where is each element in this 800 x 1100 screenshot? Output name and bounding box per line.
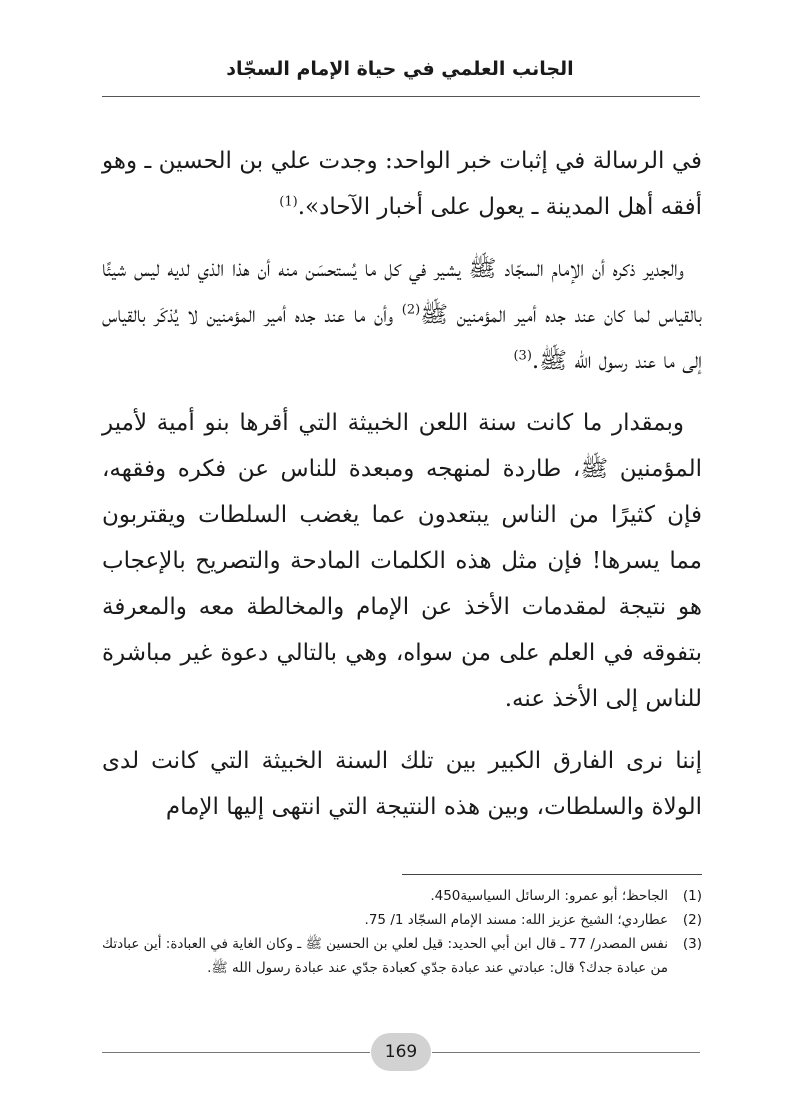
page-number: 169 bbox=[371, 1033, 431, 1071]
paragraph-text-part-b: وأن ما عند جده أمير المؤمنين لا يُذكَر بالقياس إلى ما عند رسول الله ﷺ. bbox=[102, 302, 702, 374]
footnote-text: عطاردي؛ الشيخ عزيز الله: مسند الإمام السجّاد 1/ 75. bbox=[364, 912, 668, 928]
running-header-title: الجانب العلمي في حياة الإمام السجّاد bbox=[226, 58, 574, 80]
paragraph-text-part-a: والجدير ذكره أن الإمام السجّاد ﷺ يشير في كل ما يُستحسَن منه أن هذا الذي لديه ليس شيئًا بالقياس لما كان عند جده أمير المؤمنين ﷺ bbox=[102, 256, 702, 328]
footnote-number: (2) bbox=[682, 912, 702, 928]
footnote-ref-1[interactable]: (1) bbox=[279, 194, 298, 210]
paragraph-text: وبمقدار ما كانت سنة اللعن الخبيثة التي أقرها بنو أمية لأمير المؤمنين ﷺ، طاردة لمنهجه ومبعدة للناس عن فكره وفقهه، فإن كثيرًا من الناس يبتعدون عما يغضب السلطات ويقتربون مما يسرها! فإن مثل هذه الكلمات المادحة والتصريح بالإعجاب هو نتيجة لمقدمات الأخذ عن الإمام والمخالطة معه والمعرفة بتفوقه في العلم على من سواه، وهي بالتالي دعوة غير مباشرة للناس إلى الأخذ عنه. bbox=[102, 410, 702, 712]
footnote-number: (1) bbox=[682, 888, 702, 904]
paragraph-text: في الرسالة في إثبات خبر الواحد: وجدت علي بن الحسين ـ وهو أفقه أهل المدينة ـ يعول على أخبار الآحاد». bbox=[102, 148, 702, 220]
page-number-rule-right bbox=[432, 1052, 700, 1053]
header-divider bbox=[102, 96, 700, 97]
footnote-text: نفس المصدر/ 77 ـ قال ابن أبي الحديد: قيل لعلي بن الحسين ﷺ ـ وكان الغاية في العبادة: أين عبادتك من عبادة جدك؟ قال: عبادتي عند عبادة جدّي كعبادة جدّي عند عبادة رسول الله ﷺ. bbox=[102, 936, 668, 976]
page-number-rule-left bbox=[102, 1052, 370, 1053]
footnote-3 bbox=[102, 932, 702, 980]
paragraph-4 bbox=[102, 738, 702, 830]
footnote-divider bbox=[402, 874, 702, 875]
paragraph-2 bbox=[102, 246, 702, 384]
footnote-1 bbox=[102, 884, 702, 908]
footnotes bbox=[102, 884, 702, 980]
paragraph-3 bbox=[102, 400, 702, 722]
paragraph-1 bbox=[102, 138, 702, 230]
main-text bbox=[102, 138, 702, 846]
footnote-number: (3) bbox=[682, 936, 702, 952]
footnote-2 bbox=[102, 908, 702, 932]
footnote-text: الجاحظ؛ أبو عمرو: الرسائل السياسية450. bbox=[430, 888, 668, 904]
footnote-ref-2[interactable]: (2) bbox=[401, 302, 421, 318]
footnote-ref-3[interactable]: (3) bbox=[513, 348, 532, 364]
paragraph-text: إننا نرى الفارق الكبير بين تلك السنة الخبيثة التي كانت لدى الولاة والسلطات، وبين هذه النتيجة التي انتهى إليها الإمام bbox=[102, 748, 702, 820]
